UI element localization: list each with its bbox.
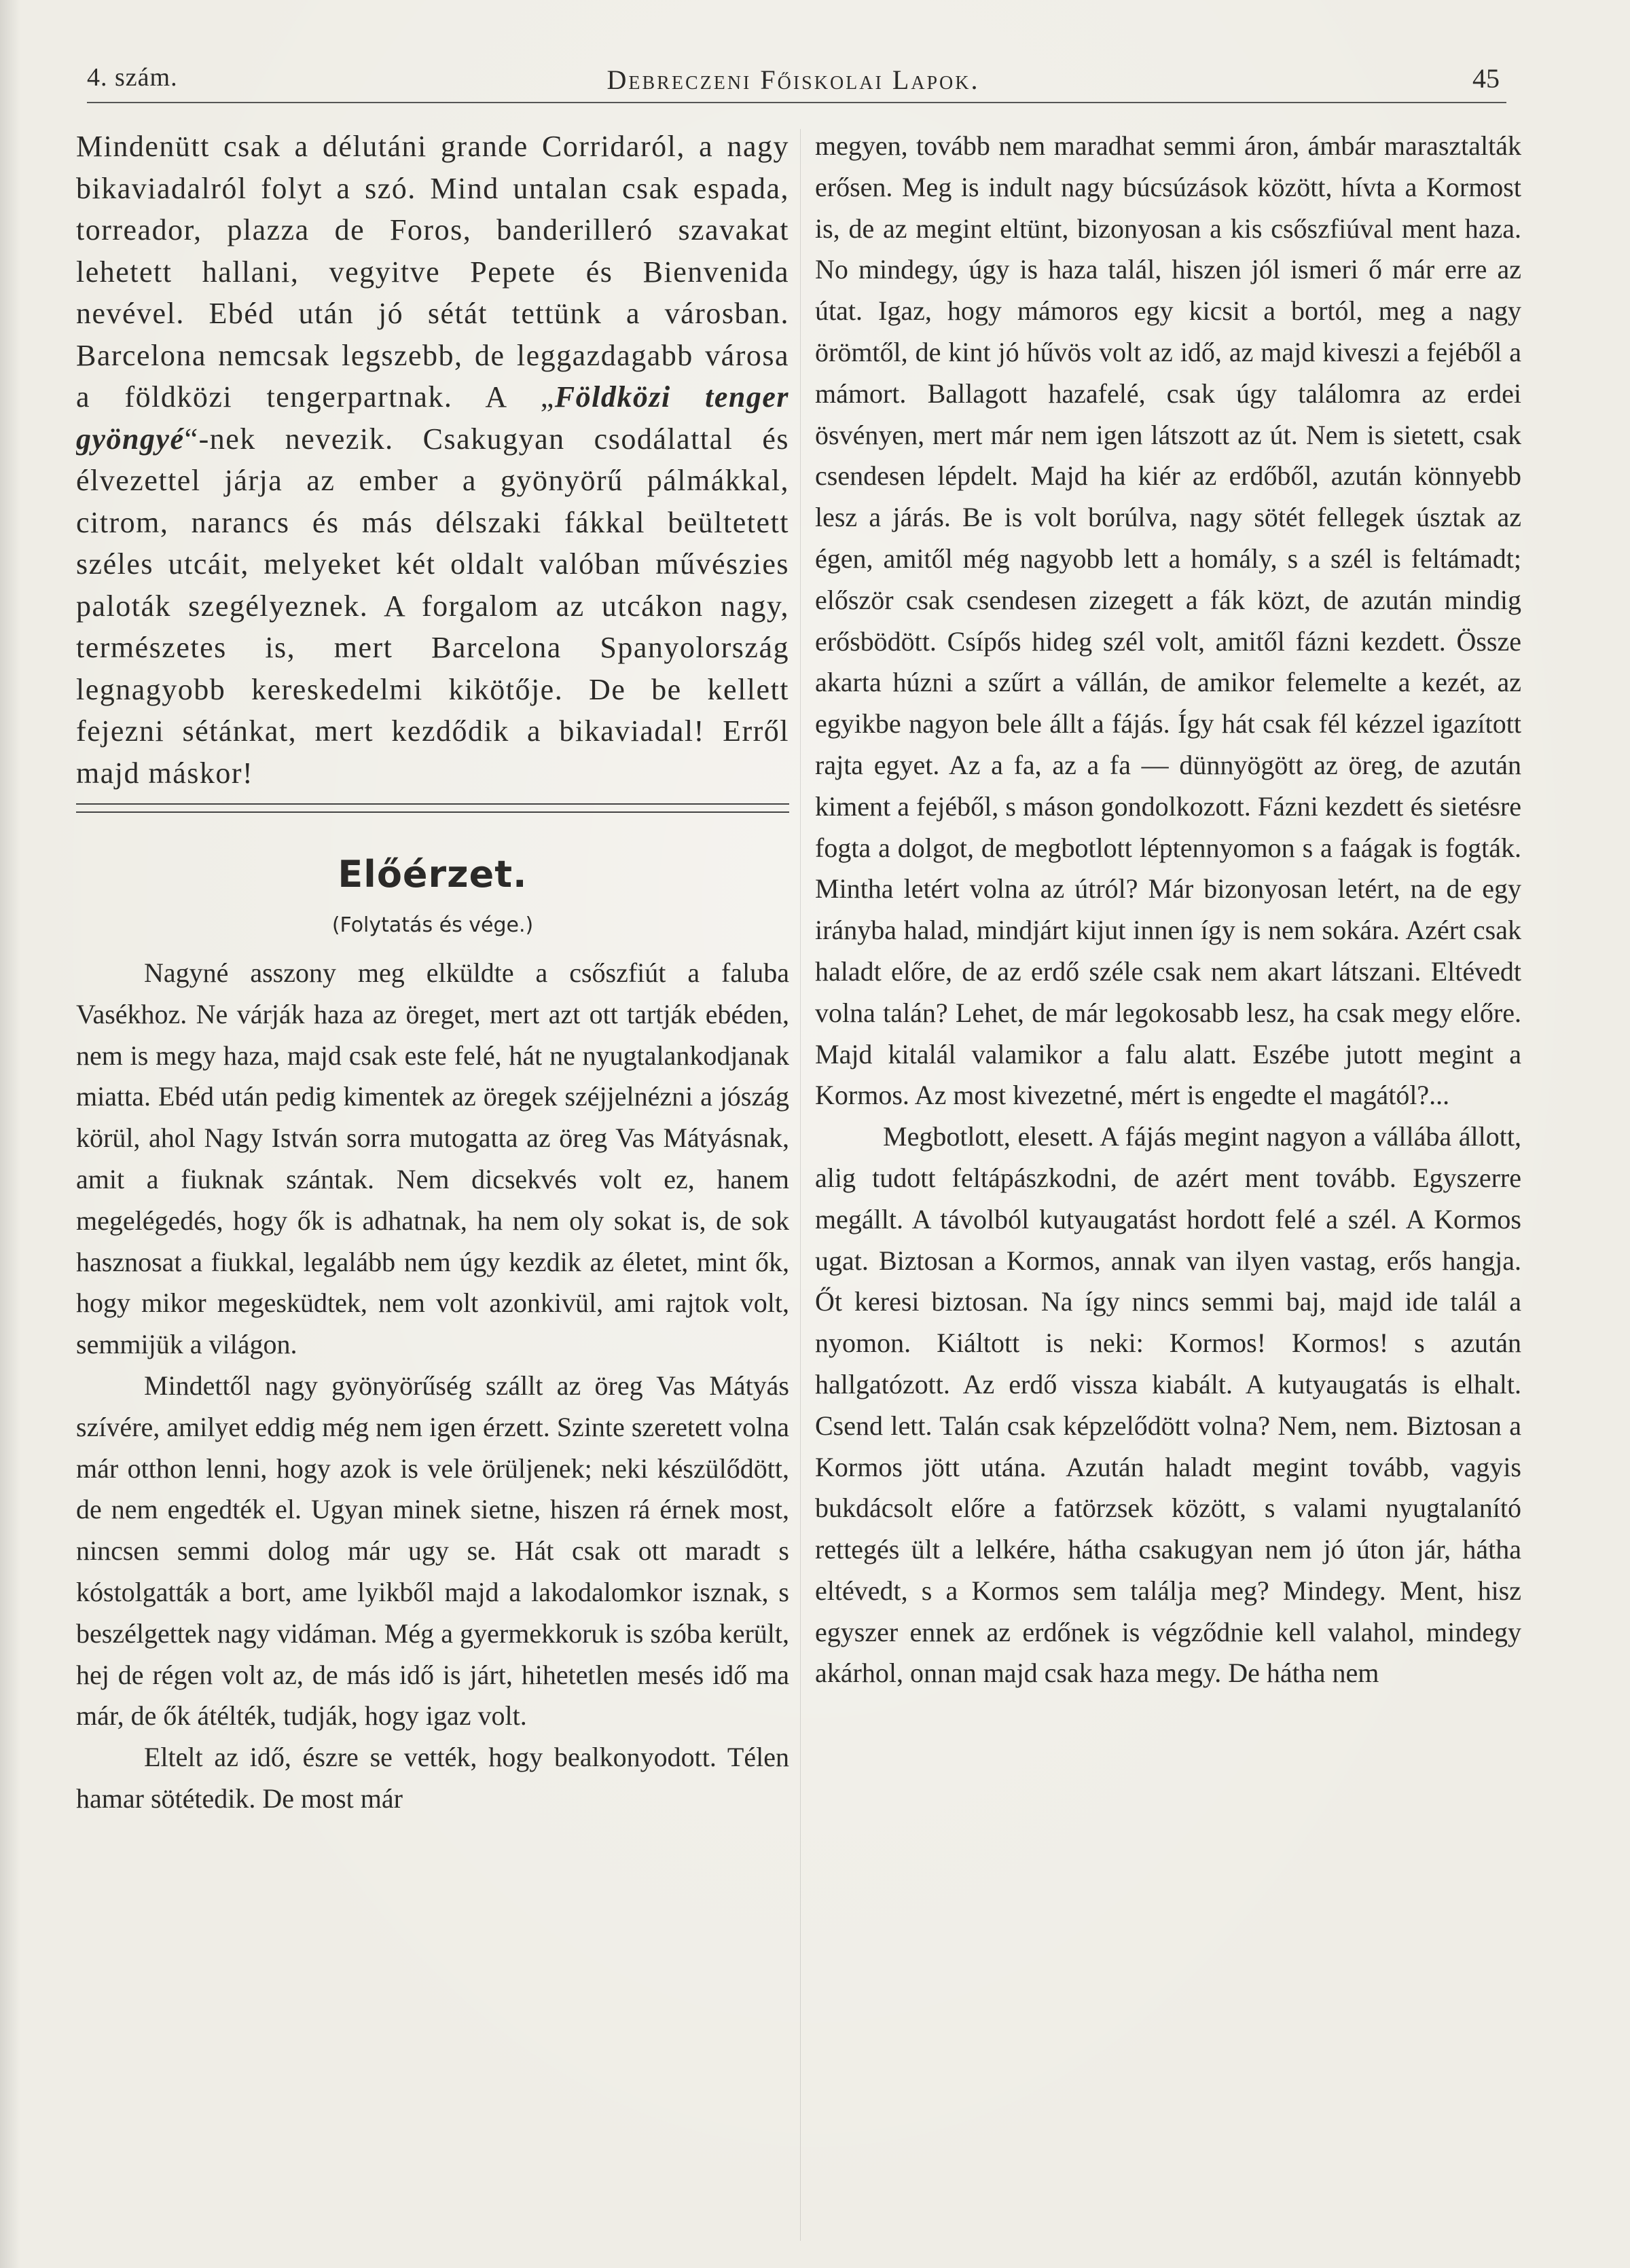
barcelona-emphasis: Földközi tenger gyöngyé	[76, 380, 789, 456]
barcelona-text-start: Mindenütt csak a délutáni grande Corridaról, a nagy bikaviadalról folyt a szó. Mind untalan csak espada, torreador, plazza de Foros, banderilleró szavakat lehetett hallani, vegyitve Pepete és Bienvenida nevével. Ebéd után jó sétát tettünk a városban. Barcelona nemcsak legszebb, de leggazdagabb városa a földközi tengerpartnak. A „	[76, 130, 789, 414]
header-rule	[87, 102, 1506, 103]
left-column	[76, 126, 789, 2244]
article-title: Előérzet.	[338, 853, 528, 896]
journal-title: Debreczeni Főiskolai Lapok.	[606, 65, 980, 95]
page-header	[87, 62, 1500, 100]
article-subtitle: (Folytatás és vége.)	[331, 913, 534, 937]
article-paragraph: Eltelt az idő, észre se vették, hogy bealkonyodott. Télen hamar sötétedik. De most már	[76, 1742, 789, 1814]
barcelona-paragraph	[76, 126, 789, 794]
binding-shadow	[0, 0, 20, 2268]
issue-number: 4. szám.	[87, 63, 178, 92]
right-column	[815, 126, 1521, 2244]
section-divider	[76, 803, 789, 813]
article-paragraph: Mindettől nagy gyönyörűség szállt az öreg Vas Mátyás szívére, amilyet eddig még nem igen érzett. Szinte szeretett volna már otthon lenni, hogy azok is vele örüljenek; neki készülődött, de nem engedték el. Ugyan minek sietne, hiszen rá érnek most, nincsen semmi dolog már ugy se. Hát csak ott maradt s kóstolgatták a bort, ame lyikből majd a lakodalomkor isznak, s beszélgettek nagy vidáman. Még a gyermekkoruk is szóba került, hej de régen volt az, de más idő is járt, hihetetlen mesés idő ma már, de ők átélték, tudják, hogy igaz volt.	[76, 1370, 789, 1732]
article-paragraph: megyen, tovább nem maradhat semmi áron, ámbár marasztalták erősen. Meg is indult nagy búcsúzások között, hívta a Kormost is, de az megint eltünt, bizonyosan a kis csőszfiúval ment haza. No mindegy, úgy is haza talál, hiszen jól ismeri ő már erre az útat. Igaz, hogy mámoros egy kicsit a bortól, meg a nagy örömtől, de kint jó hűvös volt az idő, az majd kiveszi a fejéből a mámort. Ballagott hazafelé, csak úgy találomra az erdei ösvényen, mert már nem igen látszott az út. Nem is sietett, csak csendesen lépdelt. Majd ha kiér az erdőből, azután könnyebb lesz a járás. Be is volt borúlva, nagy sötét fellegek úsztak az égen, amitől még nagyobb lett a homály, s a szél is feltámadt; először csak csendesen zizegett a fák közt, de azután mindig erősbödött. Csípős hideg szél volt, amitől fázni kezdett. Össze akarta húzni a szűrt a vállán, de amikor felemelte a kezét, az egyikbe nagyon bele állt a fájás. Így hát csak fél kézzel igazított rajta egyet. Az a fa, az a fa — dünnyögött az öreg, de azután kiment a fejéből, s máson gondolkozott. Fázni kezdett és sietésre fogta a dolgot, de megbotlott léptennyomon s a faágak is fogták. Mintha letért volna az útról? Már bizonyosan letért, na de egy irányba halad, mindjárt kijut innen így is nem sokára. Azért csak haladt előre, de az erdő széle csak nem akart látszani. Eltévedt volna talán? Lehet, de már legokosabb lesz, ha csak megy előre. Majd kitalál valamikor a falu alatt. Eszébe jutott megint a Kormos. Az most kivezetné, mért is engedte el magától?...	[815, 130, 1521, 1111]
barcelona-text-end: “-nek nevezik. Csakugyan csodálattal és élvezettel járja az ember a gyönyörű pálmákkal, citrom, narancs és más délszaki fákkal beültetett széles utcáit, melyeket két oldalt valóban művészies paloták szegélyeznek. A forgalom az utcákon nagy, természetes is, mert Barcelona Spanyolország legnagyobb kereskedelmi kikötője. De be kellett fejezni sétánkat, mert kezdődik a bikaviadal! Erről majd máskor!	[76, 422, 789, 790]
column-gutter	[800, 129, 801, 2241]
page-number: 45	[1472, 63, 1500, 94]
article-paragraph: Megbotlott, elesett. A fájás megint nagyon a vállába állott, alig tudott feltápászkodni, de azért ment tovább. Egyszerre megállt. A távolból kutyaugatást hordott felé a szél. A Kormos ugat. Biztosan a Kormos, annak van ilyen vastag, erős hangja. Őt keresi biztosan. Na így nincs semmi baj, majd ide talál a nyomon. Kiáltott is neki: Kormos! Kormos! s azután hallgatózott. Az erdő vissza kiabált. A kutyaugatás is elhalt. Csend lett. Talán csak képzelődött volna? Nem, nem. Biztosan a Kormos jött utána. Azután haladt megint tovább, vagyis bukdácsolt előre a fatörzsek között, s valami nyugtalanító rettegés ült a lelkére, hátha csakugyan nem jó úton jár, hátha eltévedt, s a Kormos sem találja meg? Mindegy. Ment, hisz egyszer ennek az erdőnek is végződnie kell valahol, mindegy akárhol, onnan majd csak haza megy. De hátha nem	[815, 1121, 1521, 1689]
article-paragraph: Nagyné asszony meg elküldte a csőszfiút a faluba Vasékhoz. Ne várják haza az öreget, mert azt ott tartják ebéden, nem is megy haza, majd csak este felé, hát ne nyugtalankodjanak miatta. Ebéd után pedig kimentek az öregek széjjelnézni a jószág körül, ahol Nagy István sorra mutogatta az öreg Vas Mátyásnak, amit a fiuknak szántak. Nem dicsekvés volt ez, hanem megelégedés, hogy ők is adhatnak, ha nem oly sokat is, de sok hasznosat a fiukkal, legalább nem úgy kezdik az életet, mint ők, hogy mikor megesküdtek, nem volt azonkivül, ami rajtok volt, semmijük a világon.	[76, 957, 789, 1360]
